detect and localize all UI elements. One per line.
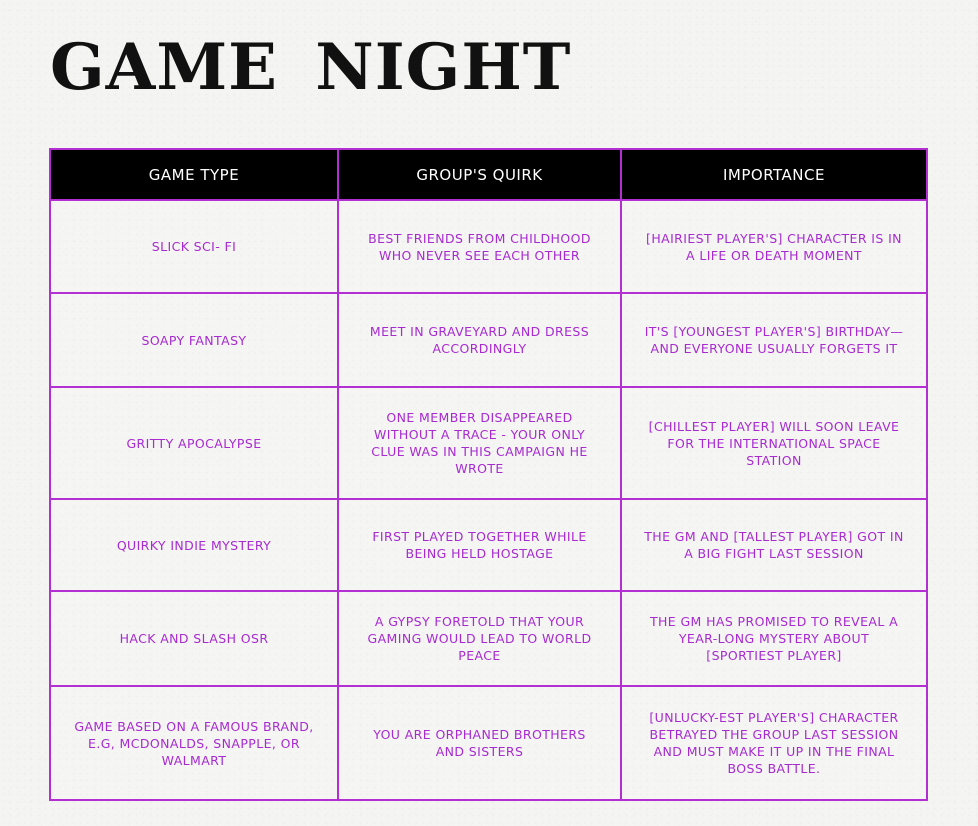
cell-importance: THE GM HAS PROMISED TO REVEAL A YEAR-LONG MYSTERY ABOUT [SPORTIEST PLAYER] [621, 591, 927, 686]
table-header-row [50, 149, 927, 200]
table-row [50, 499, 927, 591]
cell-game-type: GAME BASED ON A FAMOUS BRAND, E.G, MCDONALDS, SNAPPLE, OR WALMART [50, 686, 338, 800]
page-title: GAME NIGHT [50, 30, 572, 105]
cell-game-type: SOAPY FANTASY [50, 293, 338, 387]
table-row [50, 591, 927, 686]
cell-quirk: YOU ARE ORPHANED BROTHERS AND SISTERS [338, 686, 621, 800]
cell-quirk: A GYPSY FORETOLD THAT YOUR GAMING WOULD LEAD TO WORLD PEACE [338, 591, 621, 686]
table-row [50, 200, 927, 293]
cell-game-type: QUIRKY INDIE MYSTERY [50, 499, 338, 591]
game-night-table [49, 148, 928, 801]
cell-importance: [UNLUCKY-EST PLAYER'S] CHARACTER BETRAYED THE GROUP LAST SESSION AND MUST MAKE IT UP IN THE FINAL BOSS BATTLE. [621, 686, 927, 800]
cell-importance: IT'S [YOUNGEST PLAYER'S] BIRTHDAY—AND EVERYONE USUALLY FORGETS IT [621, 293, 927, 387]
cell-importance: [CHILLEST PLAYER] WILL SOON LEAVE FOR THE INTERNATIONAL SPACE STATION [621, 387, 927, 499]
cell-quirk: BEST FRIENDS FROM CHILDHOOD WHO NEVER SEE EACH OTHER [338, 200, 621, 293]
column-header-game-type: GAME TYPE [50, 149, 338, 200]
table-row [50, 293, 927, 387]
cell-quirk: ONE MEMBER DISAPPEARED WITHOUT A TRACE - YOUR ONLY CLUE WAS IN THIS CAMPAIGN HE WROTE [338, 387, 621, 499]
cell-quirk: FIRST PLAYED TOGETHER WHILE BEING HELD HOSTAGE [338, 499, 621, 591]
cell-importance: THE GM AND [TALLEST PLAYER] GOT IN A BIG FIGHT LAST SESSION [621, 499, 927, 591]
cell-quirk: MEET IN GRAVEYARD AND DRESS ACCORDINGLY [338, 293, 621, 387]
column-header-importance: IMPORTANCE [621, 149, 927, 200]
cell-game-type: HACK AND SLASH OSR [50, 591, 338, 686]
cell-importance: [HAIRIEST PLAYER'S] CHARACTER IS IN A LIFE OR DEATH MOMENT [621, 200, 927, 293]
column-header-groups-quirk: GROUP'S QUIRK [338, 149, 621, 200]
table-row [50, 686, 927, 800]
cell-game-type: GRITTY APOCALYPSE [50, 387, 338, 499]
cell-game-type: SLICK SCI- FI [50, 200, 338, 293]
table-row [50, 387, 927, 499]
